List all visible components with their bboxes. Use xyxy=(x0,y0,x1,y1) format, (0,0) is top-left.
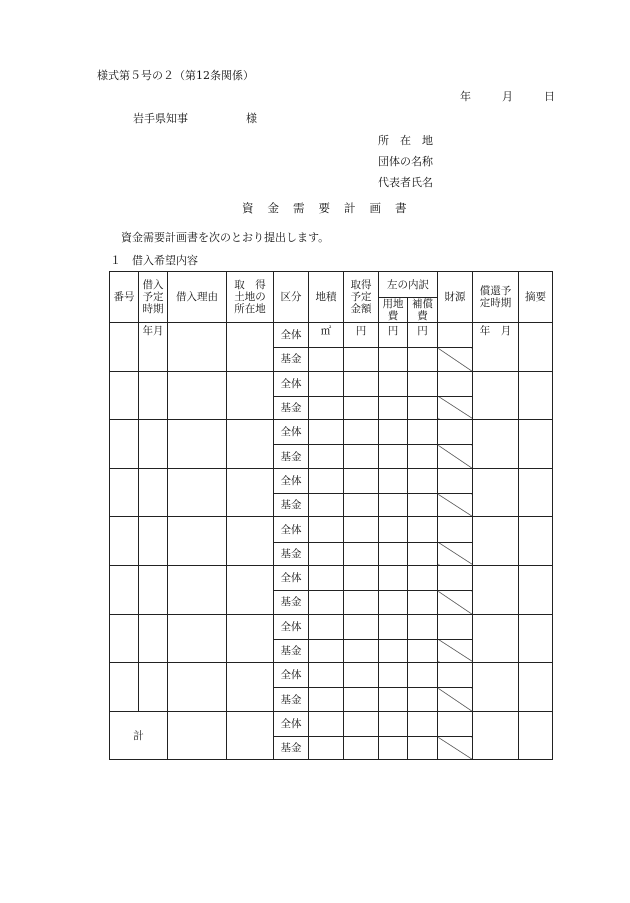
cell-amount[interactable] xyxy=(344,591,379,614)
document-title: 資金需要計画書 xyxy=(242,201,421,215)
cell-land-cost[interactable] xyxy=(379,711,408,736)
category-all-label: 全体 xyxy=(274,565,309,590)
cell-amount[interactable] xyxy=(344,517,379,542)
intro-text: 資金需要計画書を次のとおり提出します。 xyxy=(121,231,330,244)
cell-remarks[interactable] xyxy=(519,371,553,420)
date-year: 年 xyxy=(460,90,471,103)
cell-land-cost[interactable] xyxy=(379,396,408,419)
cell-remarks[interactable] xyxy=(519,323,553,372)
cell-location[interactable] xyxy=(227,565,274,614)
cell-compensation[interactable] xyxy=(408,517,438,542)
cell-funding[interactable] xyxy=(438,517,473,542)
cell-funding[interactable] xyxy=(438,371,473,396)
entry-row-all xyxy=(110,420,553,445)
cell-borrow-time[interactable] xyxy=(139,663,168,712)
request-table xyxy=(109,271,553,760)
category-all-label: 全体 xyxy=(274,517,309,542)
cell-area[interactable] xyxy=(309,420,344,445)
cell-compensation[interactable] xyxy=(408,494,438,517)
cell-amount[interactable] xyxy=(344,711,379,736)
entry-row-all xyxy=(110,517,553,542)
cell-area[interactable] xyxy=(309,688,344,711)
cell-number[interactable] xyxy=(110,371,139,420)
total-row-all xyxy=(110,711,553,736)
addressee-honorific: 様 xyxy=(246,112,257,125)
cell-area[interactable] xyxy=(309,517,344,542)
cell-remarks[interactable] xyxy=(519,420,553,469)
category-fund-label: 基金 xyxy=(274,494,309,517)
cell-area[interactable] xyxy=(309,468,344,493)
cell-land-cost[interactable] xyxy=(379,737,408,760)
cell-funding[interactable] xyxy=(438,468,473,493)
cell-land-cost[interactable] xyxy=(379,420,408,445)
cell-remarks[interactable] xyxy=(519,565,553,614)
cell-amount[interactable] xyxy=(344,396,379,419)
cell-number[interactable] xyxy=(110,517,139,566)
cell-repay-time[interactable] xyxy=(473,468,519,517)
cell-amount[interactable] xyxy=(344,639,379,662)
cell-repay-time[interactable] xyxy=(473,711,519,760)
cell-repay-time[interactable] xyxy=(473,420,519,469)
cell-land-cost[interactable] xyxy=(379,565,408,590)
cell-land-cost[interactable] xyxy=(379,663,408,688)
cell-repay-time[interactable]: 年 月 xyxy=(473,323,519,372)
cell-compensation[interactable] xyxy=(408,445,438,468)
cell-land-cost[interactable] xyxy=(379,468,408,493)
cell-compensation[interactable] xyxy=(408,639,438,662)
cell-amount[interactable] xyxy=(344,565,379,590)
category-fund-label: 基金 xyxy=(274,445,309,468)
entry-row-all xyxy=(110,614,553,639)
cell-area[interactable] xyxy=(309,494,344,517)
header-reason: 借入理由 xyxy=(168,272,227,323)
cell-compensation[interactable] xyxy=(408,663,438,688)
category-fund-label: 基金 xyxy=(274,639,309,662)
header-compensation: 補償 費 xyxy=(408,298,438,323)
header-breakdown: 左の内訳 xyxy=(379,272,438,298)
category-all-label: 全体 xyxy=(274,711,309,736)
category-fund-label: 基金 xyxy=(274,688,309,711)
cell-repay-time[interactable] xyxy=(473,614,519,663)
cell-funding[interactable] xyxy=(438,420,473,445)
cell-location[interactable] xyxy=(227,468,274,517)
form-number-label: 様式第５号の２（第12条関係） xyxy=(97,69,254,82)
cell-amount[interactable] xyxy=(344,542,379,565)
cell-number[interactable] xyxy=(110,468,139,517)
cell-area[interactable] xyxy=(309,663,344,688)
cell-land-cost[interactable] xyxy=(379,445,408,468)
cell-borrow-time[interactable] xyxy=(139,468,168,517)
cell-funding-diagonal xyxy=(438,396,473,419)
cell-amount[interactable] xyxy=(344,468,379,493)
header-repay-time: 償還予 定時期 xyxy=(473,272,519,323)
entry-row-all xyxy=(110,565,553,590)
cell-reason[interactable] xyxy=(168,711,227,760)
category-all-label: 全体 xyxy=(274,468,309,493)
cell-land-cost[interactable] xyxy=(379,517,408,542)
cell-land-cost[interactable]: 円 xyxy=(379,323,408,348)
applicant-block xyxy=(378,130,433,193)
cell-reason[interactable] xyxy=(168,565,227,614)
category-all-label: 全体 xyxy=(274,371,309,396)
cell-reason[interactable] xyxy=(168,614,227,663)
cell-remarks[interactable] xyxy=(519,711,553,760)
cell-amount[interactable] xyxy=(344,663,379,688)
cell-number[interactable] xyxy=(110,614,139,663)
cell-location[interactable] xyxy=(227,711,274,760)
cell-funding[interactable] xyxy=(438,323,473,348)
header-borrow-time: 借入 予定 時期 xyxy=(139,272,168,323)
cell-repay-time[interactable] xyxy=(473,371,519,420)
request-table-body xyxy=(110,323,553,760)
cell-land-cost[interactable] xyxy=(379,614,408,639)
category-all-label: 全体 xyxy=(274,614,309,639)
category-fund-label: 基金 xyxy=(274,737,309,760)
cell-land-cost[interactable] xyxy=(379,639,408,662)
cell-location[interactable] xyxy=(227,517,274,566)
cell-amount[interactable] xyxy=(344,494,379,517)
cell-compensation[interactable] xyxy=(408,591,438,614)
cell-funding-diagonal xyxy=(438,688,473,711)
header-land-cost: 用地 費 xyxy=(379,298,408,323)
cell-amount[interactable] xyxy=(344,371,379,396)
cell-area[interactable] xyxy=(309,396,344,419)
cell-compensation[interactable] xyxy=(408,614,438,639)
cell-funding[interactable] xyxy=(438,663,473,688)
header-remarks: 摘要 xyxy=(519,272,553,323)
cell-remarks[interactable] xyxy=(519,468,553,517)
category-fund-label: 基金 xyxy=(274,396,309,419)
cell-amount[interactable] xyxy=(344,420,379,445)
cell-borrow-time[interactable] xyxy=(139,565,168,614)
cell-location[interactable] xyxy=(227,614,274,663)
date-month: 月 xyxy=(502,90,513,103)
cell-compensation[interactable]: 円 xyxy=(408,323,438,348)
cell-location[interactable] xyxy=(227,371,274,420)
cell-area[interactable] xyxy=(309,591,344,614)
cell-compensation[interactable] xyxy=(408,688,438,711)
section-heading: １ 借入希望内容 xyxy=(110,254,198,267)
cell-land-cost[interactable] xyxy=(379,542,408,565)
cell-number[interactable] xyxy=(110,323,139,372)
entry-row-all xyxy=(110,663,553,688)
cell-area[interactable] xyxy=(309,711,344,736)
cell-funding-diagonal xyxy=(438,348,473,371)
cell-number[interactable] xyxy=(110,420,139,469)
cell-repay-time[interactable] xyxy=(473,565,519,614)
date-line xyxy=(460,88,555,104)
cell-compensation[interactable] xyxy=(408,711,438,736)
representative-name-label: 代表者氏名 xyxy=(378,176,433,189)
cell-area[interactable] xyxy=(309,639,344,662)
cell-area[interactable]: ㎡ xyxy=(309,323,344,348)
cell-borrow-time[interactable]: 年月 xyxy=(139,323,168,372)
cell-number[interactable] xyxy=(110,565,139,614)
cell-funding[interactable] xyxy=(438,565,473,590)
cell-location[interactable] xyxy=(227,663,274,712)
cell-funding[interactable] xyxy=(438,711,473,736)
cell-funding-diagonal xyxy=(438,737,473,760)
category-fund-label: 基金 xyxy=(274,542,309,565)
cell-compensation[interactable] xyxy=(408,542,438,565)
category-all-label: 全体 xyxy=(274,663,309,688)
cell-remarks[interactable] xyxy=(519,517,553,566)
cell-compensation[interactable] xyxy=(408,371,438,396)
cell-land-cost[interactable] xyxy=(379,688,408,711)
cell-reason[interactable] xyxy=(168,323,227,372)
cell-repay-time[interactable] xyxy=(473,663,519,712)
cell-funding-diagonal xyxy=(438,542,473,565)
category-all-label: 全体 xyxy=(274,323,309,348)
cell-reason[interactable] xyxy=(168,371,227,420)
cell-amount[interactable] xyxy=(344,348,379,371)
cell-amount[interactable] xyxy=(344,445,379,468)
header-location: 取 得 土地の 所在地 xyxy=(227,272,274,323)
cell-amount[interactable] xyxy=(344,688,379,711)
cell-borrow-time[interactable] xyxy=(139,614,168,663)
header-category: 区分 xyxy=(274,272,309,323)
cell-funding-diagonal xyxy=(438,445,473,468)
cell-compensation[interactable] xyxy=(408,420,438,445)
category-fund-label: 基金 xyxy=(274,348,309,371)
cell-repay-time[interactable] xyxy=(473,517,519,566)
cell-compensation[interactable] xyxy=(408,737,438,760)
cell-compensation[interactable] xyxy=(408,348,438,371)
cell-location[interactable] xyxy=(227,323,274,372)
header-number: 番号 xyxy=(110,272,139,323)
cell-reason[interactable] xyxy=(168,517,227,566)
cell-funding[interactable] xyxy=(438,614,473,639)
header-funding: 財源 xyxy=(438,272,473,323)
cell-reason[interactable] xyxy=(168,420,227,469)
total-label: 計 xyxy=(110,711,168,760)
entry-row-all xyxy=(110,323,553,348)
entry-row-all xyxy=(110,468,553,493)
addressee-name: 岩手県知事 xyxy=(133,112,188,125)
cell-funding-diagonal xyxy=(438,639,473,662)
cell-compensation[interactable] xyxy=(408,565,438,590)
cell-remarks[interactable] xyxy=(519,614,553,663)
cell-land-cost[interactable] xyxy=(379,591,408,614)
header-area: 地積 xyxy=(309,272,344,323)
category-fund-label: 基金 xyxy=(274,591,309,614)
cell-compensation[interactable] xyxy=(408,468,438,493)
cell-funding-diagonal xyxy=(438,494,473,517)
cell-reason[interactable] xyxy=(168,663,227,712)
cell-funding-diagonal xyxy=(438,591,473,614)
cell-area[interactable] xyxy=(309,348,344,371)
cell-reason[interactable] xyxy=(168,468,227,517)
cell-borrow-time[interactable] xyxy=(139,371,168,420)
org-name-label: 団体の名称 xyxy=(378,155,433,168)
cell-amount[interactable]: 円 xyxy=(344,323,379,348)
cell-area[interactable] xyxy=(309,445,344,468)
cell-compensation[interactable] xyxy=(408,396,438,419)
cell-land-cost[interactable] xyxy=(379,348,408,371)
cell-area[interactable] xyxy=(309,737,344,760)
address-label: 所 在 地 xyxy=(378,134,433,147)
cell-remarks[interactable] xyxy=(519,663,553,712)
addressee xyxy=(133,110,257,126)
date-day: 日 xyxy=(544,90,555,103)
entry-row-all xyxy=(110,371,553,396)
cell-land-cost[interactable] xyxy=(379,494,408,517)
cell-area[interactable] xyxy=(309,371,344,396)
cell-borrow-time[interactable] xyxy=(139,517,168,566)
cell-area[interactable] xyxy=(309,614,344,639)
cell-amount[interactable] xyxy=(344,614,379,639)
header-amount: 取得 予定 金額 xyxy=(344,272,379,323)
cell-borrow-time[interactable] xyxy=(139,420,168,469)
cell-land-cost[interactable] xyxy=(379,371,408,396)
cell-amount[interactable] xyxy=(344,737,379,760)
cell-number[interactable] xyxy=(110,663,139,712)
cell-area[interactable] xyxy=(309,565,344,590)
cell-location[interactable] xyxy=(227,420,274,469)
cell-area[interactable] xyxy=(309,542,344,565)
category-all-label: 全体 xyxy=(274,420,309,445)
